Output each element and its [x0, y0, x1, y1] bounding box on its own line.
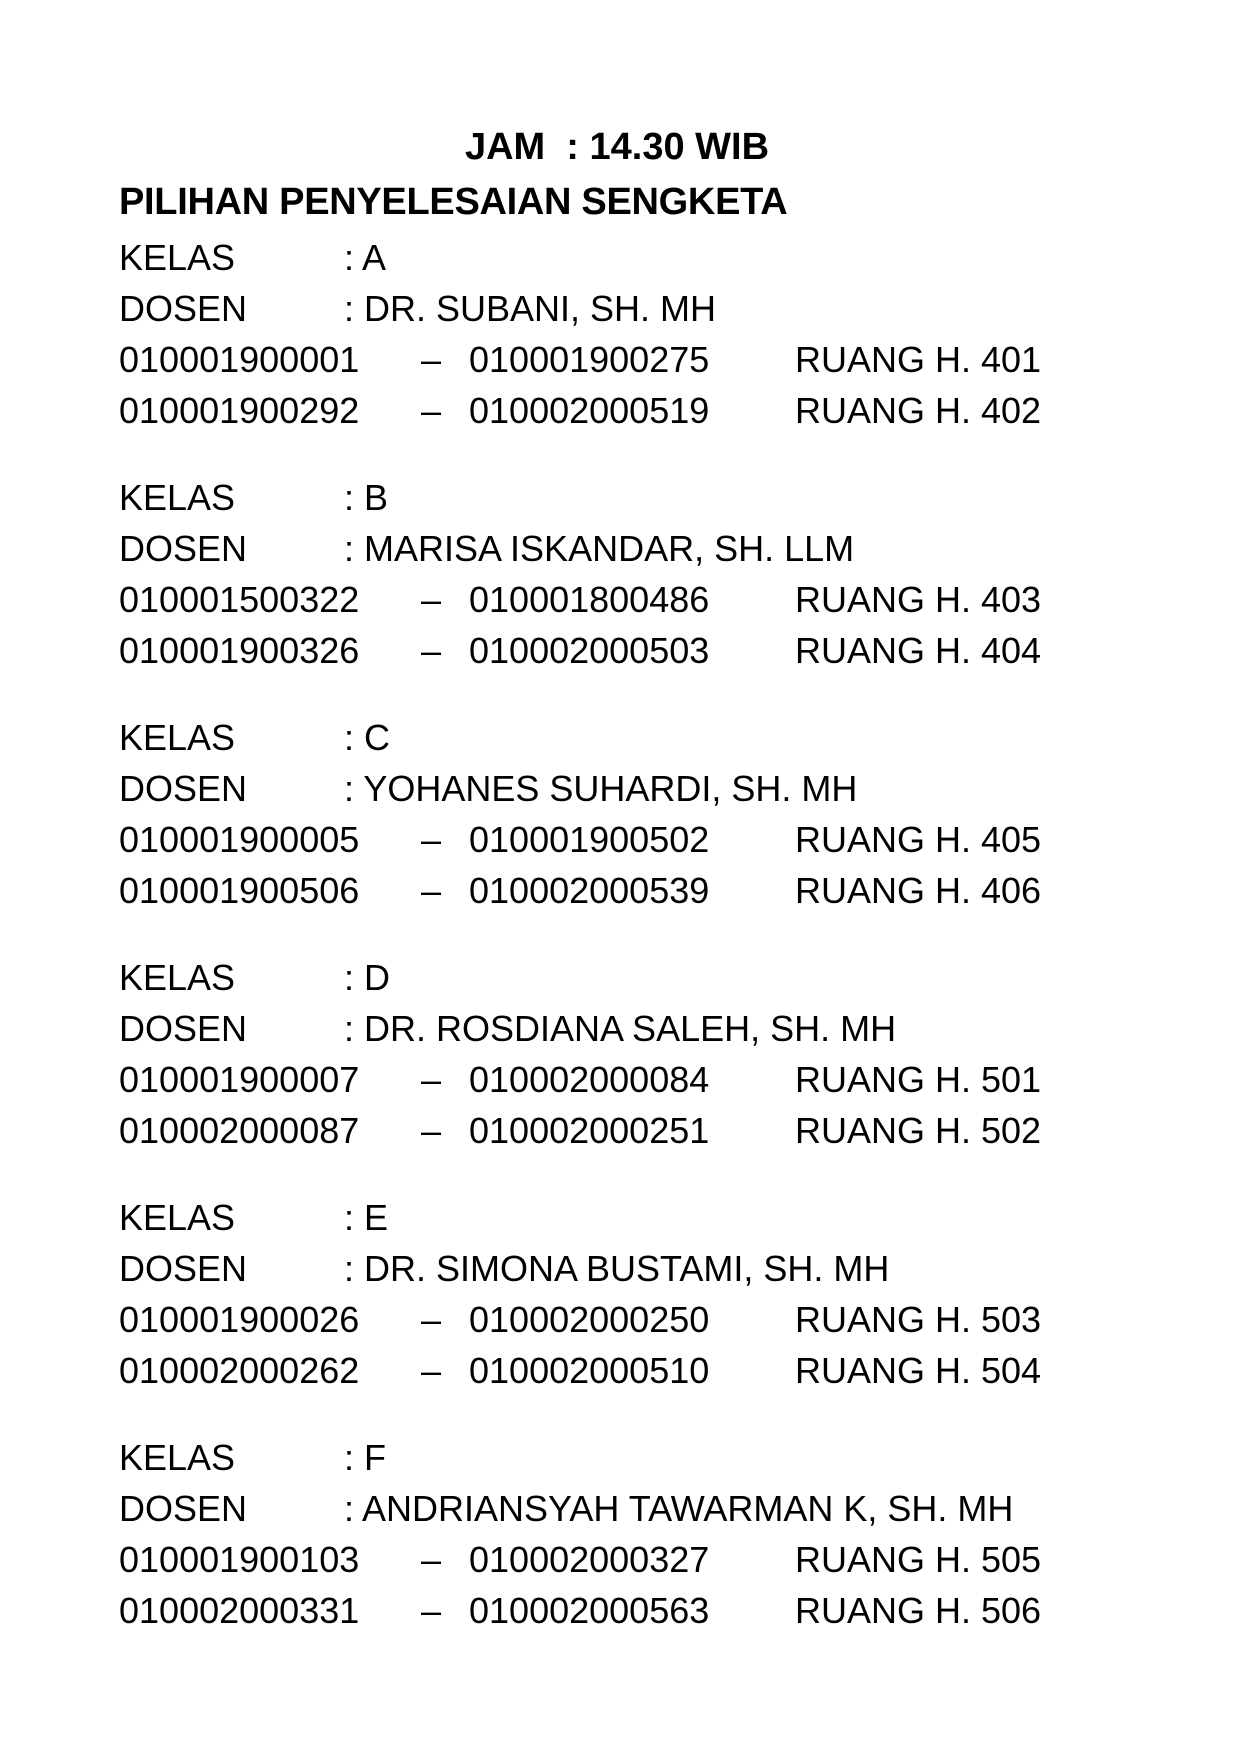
dosen-value: : MARISA ISKANDAR, SH. LLM [344, 528, 855, 569]
nim-start: 010001900001 [119, 339, 360, 380]
nim-end: 010002000084 [469, 1059, 710, 1100]
room-name: RUANG H. 403 [795, 579, 1042, 620]
nim-start: 010001500322 [119, 579, 360, 620]
nim-range-row [119, 1534, 1129, 1585]
dosen-row [119, 763, 1129, 814]
kelas-row [119, 1192, 1129, 1243]
nim-range-row [119, 865, 1129, 916]
range-dash: – [421, 579, 442, 620]
dosen-value: : YOHANES SUHARDI, SH. MH [344, 768, 858, 809]
nim-start: 010001900506 [119, 870, 360, 911]
room-name: RUANG H. 501 [795, 1059, 1042, 1100]
class-block-e [119, 1192, 1129, 1432]
kelas-value: : F [344, 1437, 386, 1478]
nim-end: 010002000251 [469, 1110, 710, 1151]
exam-time-heading [0, 122, 1240, 172]
dosen-label: DOSEN [119, 1248, 248, 1289]
kelas-value: : D [344, 957, 391, 998]
kelas-row [119, 472, 1129, 523]
nim-range-row [119, 625, 1129, 676]
nim-range-row [119, 334, 1129, 385]
kelas-label: KELAS [119, 957, 236, 998]
nim-end: 010002000503 [469, 630, 710, 671]
kelas-row [119, 952, 1129, 1003]
kelas-value: : E [344, 1197, 389, 1238]
nim-start: 010001900026 [119, 1299, 360, 1340]
kelas-row [119, 1432, 1129, 1483]
range-dash: – [421, 1299, 442, 1340]
dosen-value: : DR. SUBANI, SH. MH [344, 288, 717, 329]
nim-start: 010002000331 [119, 1590, 360, 1631]
nim-start: 010001900292 [119, 390, 360, 431]
dosen-row [119, 1243, 1129, 1294]
dosen-label: DOSEN [119, 1488, 248, 1529]
nim-end: 010002000539 [469, 870, 710, 911]
room-name: RUANG H. 505 [795, 1539, 1042, 1580]
class-block-c [119, 712, 1129, 952]
kelas-label: KELAS [119, 477, 236, 518]
nim-end: 010002000519 [469, 390, 710, 431]
nim-end: 010002000250 [469, 1299, 710, 1340]
nim-range-row [119, 1054, 1129, 1105]
kelas-row [119, 712, 1129, 763]
nim-start: 010001900326 [119, 630, 360, 671]
class-schedule-list [119, 232, 1129, 1672]
room-name: RUANG H. 402 [795, 390, 1042, 431]
nim-range-row [119, 385, 1129, 436]
nim-end: 010001800486 [469, 579, 710, 620]
kelas-label: KELAS [119, 1437, 236, 1478]
room-name: RUANG H. 502 [795, 1110, 1042, 1151]
nim-end: 010002000563 [469, 1590, 710, 1631]
room-name: RUANG H. 405 [795, 819, 1042, 860]
nim-range-row [119, 1294, 1129, 1345]
range-dash: – [421, 1110, 442, 1151]
dosen-label: DOSEN [119, 1008, 248, 1049]
kelas-label: KELAS [119, 237, 236, 278]
range-dash: – [421, 1350, 442, 1391]
nim-range-row [119, 814, 1129, 865]
kelas-label: KELAS [119, 1197, 236, 1238]
class-block-a [119, 232, 1129, 472]
kelas-row [119, 232, 1129, 283]
dosen-value: : ANDRIANSYAH TAWARMAN K, SH. MH [344, 1488, 1014, 1529]
nim-start: 010001900007 [119, 1059, 360, 1100]
nim-start: 010001900005 [119, 819, 360, 860]
dosen-label: DOSEN [119, 768, 248, 809]
range-dash: – [421, 1539, 442, 1580]
class-block-d [119, 952, 1129, 1192]
dosen-row [119, 283, 1129, 334]
nim-range-row [119, 1345, 1129, 1396]
kelas-label: KELAS [119, 717, 236, 758]
nim-end: 010001900275 [469, 339, 710, 380]
dosen-row [119, 1483, 1129, 1534]
dosen-label: DOSEN [119, 288, 248, 329]
course-title: PILIHAN PENYELESAIAN SENGKETA [119, 181, 788, 223]
class-block-b [119, 472, 1129, 712]
room-name: RUANG H. 404 [795, 630, 1042, 671]
dosen-label: DOSEN [119, 528, 248, 569]
range-dash: – [421, 390, 442, 431]
class-block-f [119, 1432, 1129, 1672]
range-dash: – [421, 339, 442, 380]
range-dash: – [421, 1590, 442, 1631]
room-name: RUANG H. 503 [795, 1299, 1042, 1340]
range-dash: – [421, 819, 442, 860]
nim-start: 010002000262 [119, 1350, 360, 1391]
range-dash: – [421, 870, 442, 911]
room-name: RUANG H. 504 [795, 1350, 1042, 1391]
nim-start: 010001900103 [119, 1539, 360, 1580]
nim-start: 010002000087 [119, 1110, 360, 1151]
room-name: RUANG H. 401 [795, 339, 1042, 380]
nim-range-row [119, 1585, 1129, 1636]
nim-end: 010002000327 [469, 1539, 710, 1580]
kelas-value: : B [344, 477, 389, 518]
room-name: RUANG H. 406 [795, 870, 1042, 911]
dosen-row [119, 523, 1129, 574]
range-dash: – [421, 630, 442, 671]
kelas-value: : C [344, 717, 391, 758]
nim-end: 010001900502 [469, 819, 710, 860]
range-dash: – [421, 1059, 442, 1100]
nim-range-row [119, 574, 1129, 625]
dosen-row [119, 1003, 1129, 1054]
kelas-value: : A [344, 237, 387, 278]
dosen-value: : DR. ROSDIANA SALEH, SH. MH [344, 1008, 897, 1049]
room-name: RUANG H. 506 [795, 1590, 1042, 1631]
nim-end: 010002000510 [469, 1350, 710, 1391]
nim-range-row [119, 1105, 1129, 1156]
dosen-value: : DR. SIMONA BUSTAMI, SH. MH [344, 1248, 890, 1289]
exam-time-text: JAM : 14.30 WIB [464, 126, 770, 168]
